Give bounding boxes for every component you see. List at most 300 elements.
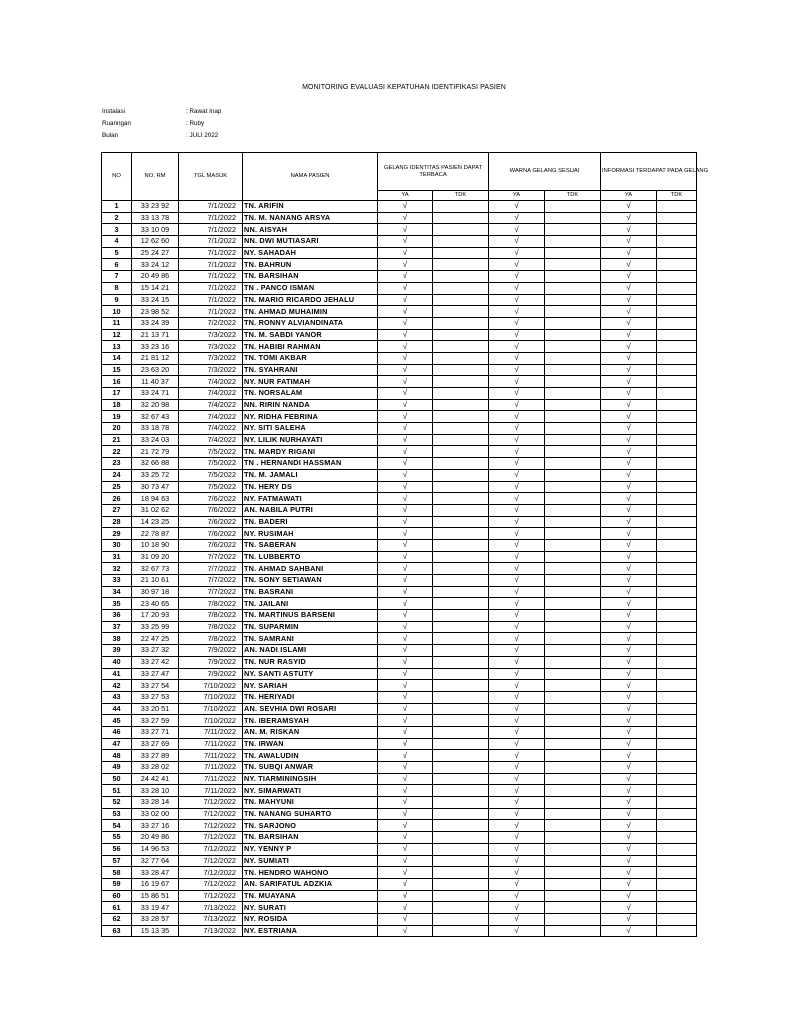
cell-g1-ya: √ (378, 797, 433, 809)
cell-tgl-masuk: 7/12/2022 (179, 843, 243, 855)
cell-g2-ya: √ (489, 493, 545, 505)
cell-rm: 17 20 93 (132, 610, 179, 622)
cell-g1-tdk (433, 259, 489, 271)
cell-no: 54 (102, 820, 132, 832)
cell-g1-ya: √ (378, 820, 433, 832)
cell-g2-tdk (545, 259, 601, 271)
cell-no: 58 (102, 867, 132, 879)
cell-g3-ya: √ (601, 680, 657, 692)
cell-g2-tdk (545, 528, 601, 540)
table-row (102, 820, 697, 832)
cell-g2-tdk (545, 446, 601, 458)
header-ya: YA (489, 191, 545, 201)
cell-nama-pasien: TN. MARDY RIGANI (243, 446, 378, 458)
cell-g2-ya: √ (489, 680, 545, 692)
cell-g2-ya: √ (489, 317, 545, 329)
cell-rm: 33 27 69 (132, 738, 179, 750)
header-warna-gelang: WARNA GELANG SESUAI (489, 153, 601, 191)
cell-g1-tdk (433, 329, 489, 341)
cell-tgl-masuk: 7/2/2022 (179, 317, 243, 329)
cell-rm: 15 13 35 (132, 925, 179, 937)
cell-no: 8 (102, 282, 132, 294)
cell-g3-ya: √ (601, 224, 657, 236)
cell-g3-ya: √ (601, 271, 657, 283)
cell-g2-ya: √ (489, 551, 545, 563)
cell-g3-ya: √ (601, 703, 657, 715)
cell-no: 14 (102, 352, 132, 364)
cell-g3-ya: √ (601, 236, 657, 248)
cell-g3-ya: √ (601, 481, 657, 493)
cell-nama-pasien: TN. AHMAD MUHAIMIN (243, 306, 378, 318)
cell-g1-ya: √ (378, 224, 433, 236)
cell-g3-ya: √ (601, 247, 657, 259)
table-row (102, 691, 697, 703)
cell-g1-tdk (433, 797, 489, 809)
cell-g3-tdk (657, 528, 697, 540)
table-row (102, 201, 697, 213)
cell-tgl-masuk: 7/1/2022 (179, 201, 243, 213)
cell-g1-ya: √ (378, 785, 433, 797)
cell-tgl-masuk: 7/11/2022 (179, 738, 243, 750)
cell-g2-tdk (545, 645, 601, 657)
cell-g1-tdk (433, 645, 489, 657)
meta-label: Bulan (102, 132, 119, 139)
cell-no: 16 (102, 376, 132, 388)
cell-rm: 33 24 03 (132, 434, 179, 446)
cell-rm: 21 10 61 (132, 575, 179, 587)
cell-g3-ya: √ (601, 633, 657, 645)
cell-tgl-masuk: 7/4/2022 (179, 376, 243, 388)
cell-g1-tdk (433, 703, 489, 715)
cell-nama-pasien: NY. RUSIMAH (243, 528, 378, 540)
cell-g1-ya: √ (378, 481, 433, 493)
cell-no: 31 (102, 551, 132, 563)
table-row (102, 388, 697, 400)
cell-g2-ya: √ (489, 352, 545, 364)
cell-g1-tdk (433, 750, 489, 762)
cell-rm: 33 10 09 (132, 224, 179, 236)
cell-g2-tdk (545, 656, 601, 668)
cell-no: 39 (102, 645, 132, 657)
cell-g3-tdk (657, 469, 697, 481)
cell-g1-ya: √ (378, 364, 433, 376)
cell-tgl-masuk: 7/11/2022 (179, 726, 243, 738)
cell-tgl-masuk: 7/11/2022 (179, 750, 243, 762)
cell-g2-ya: √ (489, 341, 545, 353)
cell-nama-pasien: NY. SAHADAH (243, 247, 378, 259)
cell-no: 19 (102, 411, 132, 423)
cell-g1-ya: √ (378, 598, 433, 610)
cell-rm: 33 27 53 (132, 691, 179, 703)
table-row (102, 668, 697, 680)
cell-no: 9 (102, 294, 132, 306)
cell-tgl-masuk: 7/3/2022 (179, 352, 243, 364)
cell-g2-ya: √ (489, 458, 545, 470)
cell-tgl-masuk: 7/10/2022 (179, 680, 243, 692)
cell-g2-tdk (545, 773, 601, 785)
cell-g3-tdk (657, 516, 697, 528)
cell-g3-tdk (657, 329, 697, 341)
cell-rm: 15 86 51 (132, 890, 179, 902)
table-row (102, 551, 697, 563)
cell-g3-ya: √ (601, 738, 657, 750)
table-row (102, 458, 697, 470)
cell-g1-ya: √ (378, 843, 433, 855)
cell-rm: 23 63 20 (132, 364, 179, 376)
cell-g1-tdk (433, 458, 489, 470)
cell-g2-ya: √ (489, 656, 545, 668)
cell-g1-ya: √ (378, 890, 433, 902)
cell-g2-tdk (545, 668, 601, 680)
cell-g3-ya: √ (601, 201, 657, 213)
table-row (102, 808, 697, 820)
cell-g3-tdk (657, 399, 697, 411)
cell-g3-tdk (657, 271, 697, 283)
cell-tgl-masuk: 7/6/2022 (179, 528, 243, 540)
cell-g1-ya: √ (378, 808, 433, 820)
cell-no: 6 (102, 259, 132, 271)
cell-nama-pasien: TN. BASRANI (243, 586, 378, 598)
cell-g3-tdk (657, 738, 697, 750)
cell-g2-tdk (545, 423, 601, 435)
cell-g2-tdk (545, 294, 601, 306)
header-ya: YA (378, 191, 433, 201)
cell-tgl-masuk: 7/5/2022 (179, 446, 243, 458)
cell-g3-ya: √ (601, 212, 657, 224)
cell-rm: 14 96 53 (132, 843, 179, 855)
cell-g2-tdk (545, 726, 601, 738)
cell-g2-tdk (545, 878, 601, 890)
table-row (102, 598, 697, 610)
cell-g1-tdk (433, 306, 489, 318)
cell-g3-tdk (657, 423, 697, 435)
cell-no: 3 (102, 224, 132, 236)
cell-g1-ya: √ (378, 902, 433, 914)
cell-g1-ya: √ (378, 610, 433, 622)
cell-no: 18 (102, 399, 132, 411)
cell-g1-tdk (433, 785, 489, 797)
cell-nama-pasien: TN. NANANG SUHARTO (243, 808, 378, 820)
cell-g2-ya: √ (489, 201, 545, 213)
cell-g1-tdk (433, 247, 489, 259)
cell-g2-tdk (545, 469, 601, 481)
cell-tgl-masuk: 7/1/2022 (179, 259, 243, 271)
cell-g2-tdk (545, 317, 601, 329)
cell-nama-pasien: TN. HABIBI RAHMAN (243, 341, 378, 353)
cell-rm: 32 67 43 (132, 411, 179, 423)
header-ya: YA (601, 191, 657, 201)
cell-no: 20 (102, 423, 132, 435)
cell-nama-pasien: TN. AHMAD SAHBANI (243, 563, 378, 575)
cell-no: 23 (102, 458, 132, 470)
table-row (102, 306, 697, 318)
cell-g3-tdk (657, 317, 697, 329)
cell-rm: 15 14 21 (132, 282, 179, 294)
cell-g2-ya: √ (489, 282, 545, 294)
table-row (102, 539, 697, 551)
cell-rm: 33 23 16 (132, 341, 179, 353)
cell-rm: 14 23 25 (132, 516, 179, 528)
cell-g2-tdk (545, 551, 601, 563)
cell-rm: 10 18 90 (132, 539, 179, 551)
cell-g1-ya: √ (378, 341, 433, 353)
cell-g3-tdk (657, 797, 697, 809)
cell-g2-ya: √ (489, 247, 545, 259)
cell-tgl-masuk: 7/4/2022 (179, 411, 243, 423)
cell-no: 32 (102, 563, 132, 575)
cell-nama-pasien: TN. SABERAN (243, 539, 378, 551)
table-row (102, 621, 697, 633)
meta-label: Instalasi (102, 108, 126, 115)
cell-tgl-masuk: 7/13/2022 (179, 913, 243, 925)
cell-no: 25 (102, 481, 132, 493)
table-row (102, 411, 697, 423)
cell-g1-ya: √ (378, 680, 433, 692)
table-row (102, 294, 697, 306)
table-row (102, 469, 697, 481)
cell-g1-tdk (433, 691, 489, 703)
cell-g2-tdk (545, 762, 601, 774)
cell-g3-ya: √ (601, 329, 657, 341)
cell-g1-ya: √ (378, 762, 433, 774)
cell-nama-pasien: TN. M. SABDI YANOR (243, 329, 378, 341)
cell-g2-tdk (545, 539, 601, 551)
cell-g1-tdk (433, 680, 489, 692)
cell-no: 30 (102, 539, 132, 551)
cell-g2-tdk (545, 598, 601, 610)
cell-nama-pasien: TN. IRWAN (243, 738, 378, 750)
cell-rm: 33 24 15 (132, 294, 179, 306)
cell-g3-tdk (657, 493, 697, 505)
table-row (102, 726, 697, 738)
cell-g1-ya: √ (378, 247, 433, 259)
cell-g2-ya: √ (489, 867, 545, 879)
cell-g2-ya: √ (489, 843, 545, 855)
cell-g1-ya: √ (378, 294, 433, 306)
cell-g1-tdk (433, 352, 489, 364)
cell-g2-tdk (545, 364, 601, 376)
cell-tgl-masuk: 7/3/2022 (179, 341, 243, 353)
cell-no: 35 (102, 598, 132, 610)
cell-g1-tdk (433, 282, 489, 294)
cell-g3-ya: √ (601, 832, 657, 844)
cell-nama-pasien: NN. DWI MUTIASARI (243, 236, 378, 248)
cell-g2-ya: √ (489, 434, 545, 446)
cell-no: 5 (102, 247, 132, 259)
cell-g3-ya: √ (601, 388, 657, 400)
cell-g1-ya: √ (378, 703, 433, 715)
cell-rm: 18 94 63 (132, 493, 179, 505)
table-row (102, 773, 697, 785)
cell-g1-tdk (433, 341, 489, 353)
cell-g1-tdk (433, 469, 489, 481)
cell-g2-tdk (545, 212, 601, 224)
cell-nama-pasien: NY. SUMIATI (243, 855, 378, 867)
cell-no: 56 (102, 843, 132, 855)
cell-g2-ya: √ (489, 504, 545, 516)
cell-nama-pasien: TN. HERY DS (243, 481, 378, 493)
cell-rm: 33 27 16 (132, 820, 179, 832)
cell-g1-ya: √ (378, 586, 433, 598)
table-row (102, 528, 697, 540)
cell-g3-ya: √ (601, 504, 657, 516)
cell-tgl-masuk: 7/8/2022 (179, 610, 243, 622)
cell-g2-tdk (545, 680, 601, 692)
cell-g3-tdk (657, 224, 697, 236)
cell-g2-tdk (545, 516, 601, 528)
header-tdk: TDK (545, 191, 601, 201)
cell-no: 55 (102, 832, 132, 844)
cell-rm: 33 13 78 (132, 212, 179, 224)
cell-no: 2 (102, 212, 132, 224)
cell-rm: 33 27 89 (132, 750, 179, 762)
cell-no: 49 (102, 762, 132, 774)
cell-g1-ya: √ (378, 913, 433, 925)
table-row (102, 364, 697, 376)
cell-rm: 22 47 25 (132, 633, 179, 645)
cell-g1-ya: √ (378, 504, 433, 516)
cell-no: 40 (102, 656, 132, 668)
cell-no: 61 (102, 902, 132, 914)
table-row (102, 680, 697, 692)
cell-tgl-masuk: 7/1/2022 (179, 282, 243, 294)
cell-g2-ya: √ (489, 563, 545, 575)
cell-g1-ya: √ (378, 563, 433, 575)
cell-g3-tdk (657, 726, 697, 738)
cell-tgl-masuk: 7/7/2022 (179, 575, 243, 587)
table-row (102, 738, 697, 750)
cell-g1-tdk (433, 820, 489, 832)
cell-g1-tdk (433, 890, 489, 902)
cell-nama-pasien: TN. MAHYUNI (243, 797, 378, 809)
table-row (102, 586, 697, 598)
cell-g2-tdk (545, 329, 601, 341)
cell-g2-ya: √ (489, 726, 545, 738)
cell-g3-ya: √ (601, 551, 657, 563)
table-row (102, 703, 697, 715)
cell-tgl-masuk: 7/7/2022 (179, 586, 243, 598)
cell-tgl-masuk: 7/12/2022 (179, 878, 243, 890)
cell-tgl-masuk: 7/10/2022 (179, 715, 243, 727)
cell-g3-tdk (657, 610, 697, 622)
cell-g3-tdk (657, 855, 697, 867)
header-informasi-gelang: INFORMASI TERDAPAT PADA GELANG (601, 153, 697, 191)
cell-g3-ya: √ (601, 610, 657, 622)
cell-g3-tdk (657, 598, 697, 610)
cell-nama-pasien: NY. ROSIDA (243, 913, 378, 925)
cell-g2-ya: √ (489, 306, 545, 318)
cell-g2-tdk (545, 785, 601, 797)
cell-tgl-masuk: 7/7/2022 (179, 563, 243, 575)
cell-no: 50 (102, 773, 132, 785)
cell-g2-tdk (545, 797, 601, 809)
cell-nama-pasien: TN. BADERI (243, 516, 378, 528)
table-row (102, 376, 697, 388)
table-row (102, 446, 697, 458)
table-row (102, 282, 697, 294)
cell-rm: 33 27 59 (132, 715, 179, 727)
cell-g3-tdk (657, 668, 697, 680)
cell-rm: 33 25 99 (132, 621, 179, 633)
cell-tgl-masuk: 7/12/2022 (179, 820, 243, 832)
cell-g2-ya: √ (489, 855, 545, 867)
cell-nama-pasien: TN. SONY SETIAWAN (243, 575, 378, 587)
cell-no: 45 (102, 715, 132, 727)
cell-g2-tdk (545, 703, 601, 715)
cell-g3-ya: √ (601, 575, 657, 587)
cell-nama-pasien: TN. LUBBERTO (243, 551, 378, 563)
cell-nama-pasien: NY. NUR FATIMAH (243, 376, 378, 388)
cell-g1-tdk (433, 633, 489, 645)
cell-g2-ya: √ (489, 797, 545, 809)
cell-g1-ya: √ (378, 446, 433, 458)
cell-g1-tdk (433, 878, 489, 890)
cell-g1-ya: √ (378, 925, 433, 937)
table-row (102, 259, 697, 271)
cell-g1-tdk (433, 224, 489, 236)
cell-nama-pasien: AN. M. RISKAN (243, 726, 378, 738)
cell-g3-tdk (657, 446, 697, 458)
table-row (102, 867, 697, 879)
cell-g3-ya: √ (601, 539, 657, 551)
cell-g2-ya: √ (489, 808, 545, 820)
cell-nama-pasien: NY. TIARMININGSIH (243, 773, 378, 785)
table-row (102, 575, 697, 587)
cell-g3-ya: √ (601, 925, 657, 937)
header-nama-pasien: NAMA PASIEN (243, 153, 378, 201)
table-row (102, 212, 697, 224)
meta-value: : Rawat Inap (186, 108, 222, 115)
cell-g2-ya: √ (489, 469, 545, 481)
table-row (102, 516, 697, 528)
cell-rm: 30 97 18 (132, 586, 179, 598)
cell-tgl-masuk: 7/11/2022 (179, 762, 243, 774)
cell-g2-ya: √ (489, 750, 545, 762)
cell-g3-tdk (657, 388, 697, 400)
cell-g3-tdk (657, 808, 697, 820)
table-row (102, 843, 697, 855)
cell-g1-ya: √ (378, 434, 433, 446)
cell-g3-tdk (657, 551, 697, 563)
cell-g3-ya: √ (601, 411, 657, 423)
cell-rm: 33 24 12 (132, 259, 179, 271)
cell-g3-tdk (657, 691, 697, 703)
cell-g1-tdk (433, 317, 489, 329)
meta-value: : JULI 2022 (186, 132, 219, 139)
cell-g3-tdk (657, 913, 697, 925)
cell-g1-ya: √ (378, 867, 433, 879)
cell-g3-ya: √ (601, 621, 657, 633)
cell-g1-tdk (433, 212, 489, 224)
cell-g3-tdk (657, 563, 697, 575)
cell-g2-tdk (545, 691, 601, 703)
cell-tgl-masuk: 7/9/2022 (179, 656, 243, 668)
cell-no: 59 (102, 878, 132, 890)
cell-rm: 16 19 67 (132, 878, 179, 890)
cell-rm: 21 72 79 (132, 446, 179, 458)
cell-g3-ya: √ (601, 563, 657, 575)
cell-rm: 33 20 51 (132, 703, 179, 715)
cell-g3-ya: √ (601, 586, 657, 598)
cell-g1-tdk (433, 726, 489, 738)
cell-g1-ya: √ (378, 878, 433, 890)
cell-g1-tdk (433, 236, 489, 248)
cell-tgl-masuk: 7/12/2022 (179, 832, 243, 844)
table-row (102, 878, 697, 890)
cell-g3-ya: √ (601, 434, 657, 446)
cell-g1-tdk (433, 539, 489, 551)
table-row (102, 563, 697, 575)
